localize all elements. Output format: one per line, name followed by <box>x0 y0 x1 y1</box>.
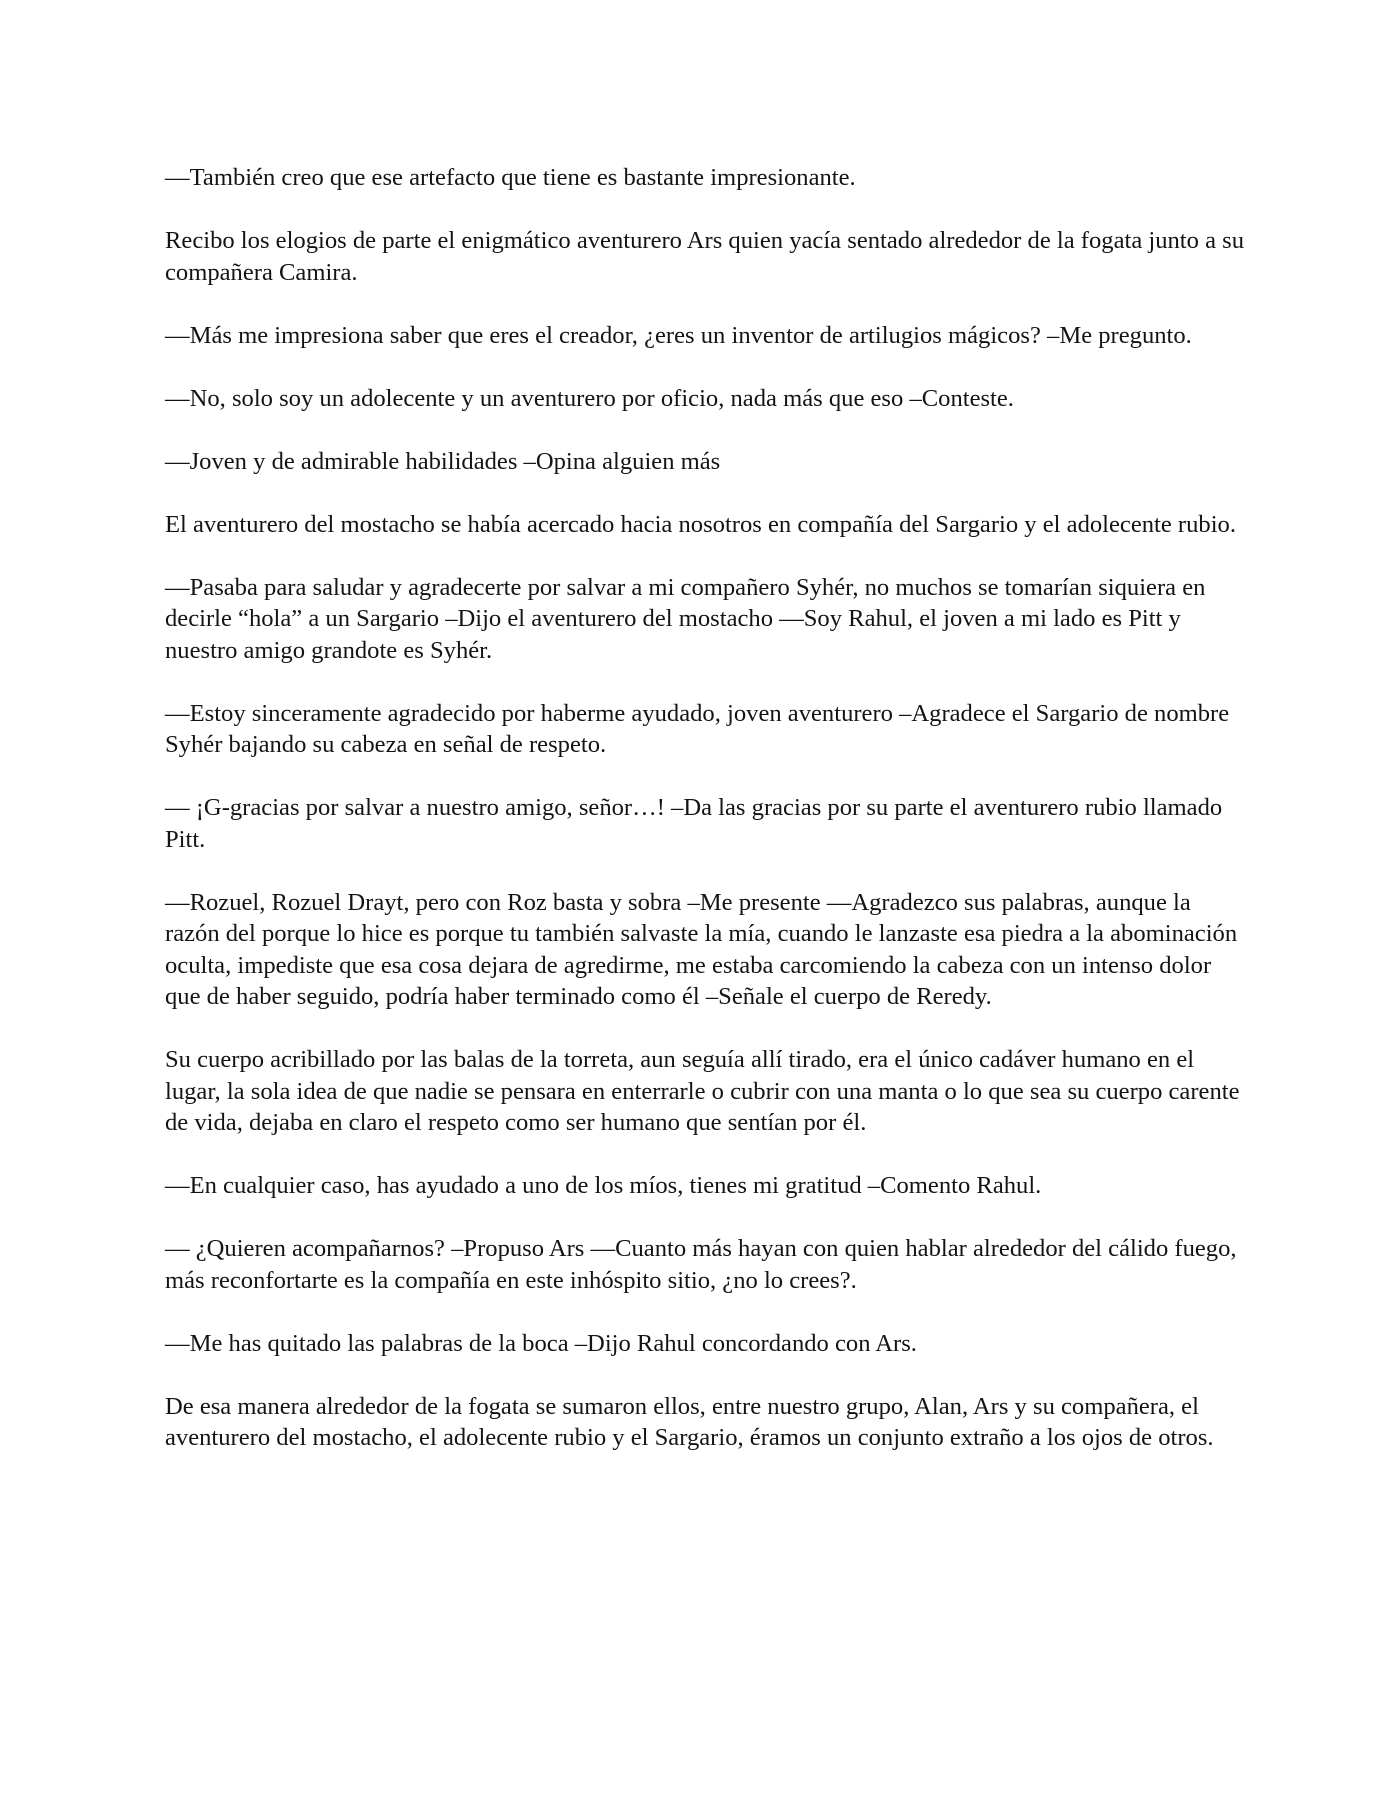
paragraph: El aventurero del mostacho se había acercado hacia nosotros en compañía del Sargario y el adolecente rubio. <box>165 510 1236 538</box>
paragraph: — ¿Quieren acompañarnos? –Propuso Ars —Cuanto más hayan con quien hablar alrededor del cálido fuego, más reconfortarte es la compañía en este inhóspito sitio, ¿no lo crees?. <box>165 1235 1237 1294</box>
paragraph: De esa manera alrededor de la fogata se sumaron ellos, entre nuestro grupo, Alan, Ars y su compañera, el aventurero del mostacho, el adolecente rubio y el Sargario, éramos un conjunto extraño a los ojos de otros. <box>165 1392 1214 1451</box>
paragraph: —Rozuel, Rozuel Drayt, pero con Roz basta y sobra –Me presente —Agradezco sus palabras, aunque la razón del porque lo hice es porque tu también salvaste la mía, cuando le lanzaste esa piedra a la abominación oculta, impediste que esa cosa dejara de agredirme, me estaba carcomiendo la cabeza con un intenso dolor que de haber seguido, podría haber terminado como él –Señale el cuerpo de Reredy. <box>165 888 1238 1010</box>
paragraph: —Pasaba para saludar y agradecerte por salvar a mi compañero Syhér, no muchos se tomarían siquiera en decirle “hola” a un Sargario –Dijo el aventurero del mostacho —Soy Rahul, el joven a mi lado es Pitt y nuestro amigo grandote es Syhér. <box>165 573 1206 664</box>
paragraph: —Estoy sinceramente agradecido por haberme ayudado, joven aventurero –Agradece el Sargario de nombre Syhér bajando su cabeza en señal de respeto. <box>165 699 1230 758</box>
paragraph: Su cuerpo acribillado por las balas de la torreta, aun seguía allí tirado, era el único cadáver humano en el lugar, la sola idea de que nadie se pensara en enterrarle o cubrir con una manta o lo que sea su cuerpo carente de vida, dejaba en claro el respeto como ser humano que sentían por él. <box>165 1046 1240 1136</box>
paragraph: Recibo los elogios de parte el enigmático aventurero Ars quien yacía sentado alrededor de la fogata junto a su compañera Camira. <box>165 227 1245 286</box>
paragraph: —También creo que ese artefacto que tiene es bastante impresionante. <box>165 164 856 191</box>
paragraph: — ¡G-gracias por salvar a nuestro amigo, señor…! –Da las gracias por su parte el aventurero rubio llamado Pitt. <box>165 794 1223 853</box>
document-body <box>165 162 1245 1485</box>
paragraph: —Más me impresiona saber que eres el creador, ¿eres un inventor de artilugios mágicos? –Me pregunto. <box>165 321 1192 349</box>
paragraph: —Me has quitado las palabras de la boca –Dijo Rahul concordando con Ars. <box>165 1329 917 1357</box>
paragraph: —Joven y de admirable habilidades –Opina alguien más <box>165 447 721 475</box>
paragraph: —No, solo soy un adolecente y un aventurero por oficio, nada más que eso –Conteste. <box>165 384 1014 412</box>
paragraph: —En cualquier caso, has ayudado a uno de los míos, tienes mi gratitud –Comento Rahul. <box>165 1172 1042 1199</box>
